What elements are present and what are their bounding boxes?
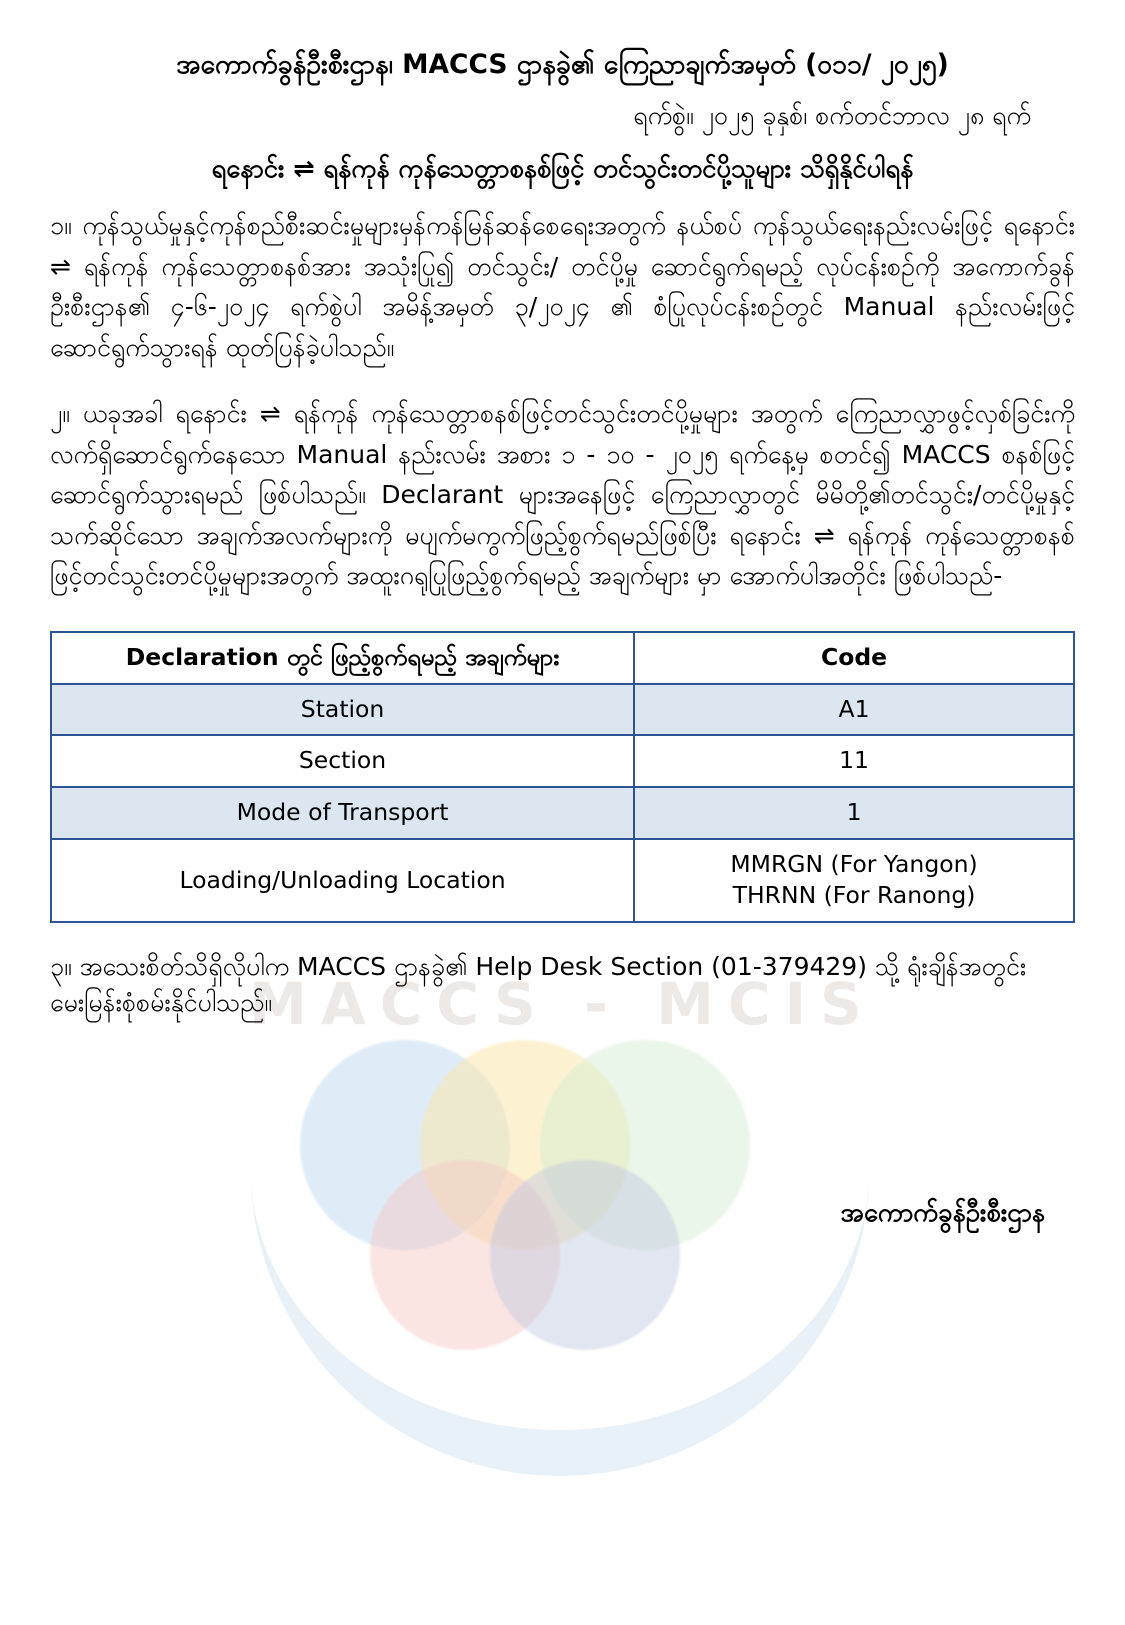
paragraph-2: ၂။ ယခုအခါ ရနောင်း ⇌ ရန်ကုန် ကုန်သေတ္တာစနစ်ဖြင့်တင်သွင်းတင်ပို့မှုများ အတွက် ကြေညာလွှာဖွင့်လှစ်ခြင်းကို လက်ရှိဆောင်ရွက်နေသော Manual နည်းလမ်း အစား ၁ - ၁၀ - ၂၀၂၅ ရက်နေ့မှ စတင်၍ MACCS စနစ်ဖြင့် ဆောင်ရွက်သွားရမည် ဖြစ်ပါသည်။ Declarant များအနေဖြင့် ကြေညာလွှာတွင် မိမိတို့၏တင်သွင်း/တင်ပို့မှုနှင့် သက်ဆိုင်သော အချက်အလက်များကို မပျက်မကွက်ဖြည့်စွက်ရမည်ဖြစ်ပြီး ရနောင်း ⇌ ရန်ကုန် ကုန်သေတ္တာစနစ်ဖြင့်တင်သွင်းတင်ပို့မှုများအတွက် အထူးဂရုပြုဖြည့်စွက်ရမည့် အချက်များ မှာ အောက်ပါအတိုင်း ဖြစ်ပါသည်- [50, 399, 1075, 591]
table-cell-code: MMRGN (For Yangon) THRNN (For Ranong) [634, 839, 1074, 922]
table-row [51, 787, 1074, 839]
table-header-code: Code [634, 632, 1074, 684]
table-header-row [51, 632, 1074, 684]
table-cell-code: 11 [634, 735, 1074, 787]
table-cell-label: Section [51, 735, 634, 787]
paragraph-3: ၃။ အသေးစိတ်သိရှိလိုပါက MACCS ဌာနခွဲ၏ Help Desk Section (01-379429) သို့ ရုံးချိန်အတွင်း မေးမြန်းစုံစမ်းနိုင်ပါသည်။ [50, 952, 1027, 1018]
table-cell-label: Station [51, 684, 634, 736]
table-row [51, 684, 1074, 736]
signature-block: အကောက်ခွန်ဦးစီးဌာန [840, 1197, 1045, 1228]
declaration-code-table [50, 631, 1075, 923]
table-cell-label: Mode of Transport [51, 787, 634, 839]
dateline: ရက်စွဲ။ ၂၀၂၅ ခုနှစ်၊ စက်တင်ဘာလ ၂၈ ရက် [633, 101, 1031, 131]
paragraph-1: ၁။ ကုန်သွယ်မှုနှင့်ကုန်စည်စီးဆင်းမှုများမှန်ကန်မြန်ဆန်စေရေးအတွက် နယ်စပ် ကုန်သွယ်ရေးနည်းလမ်းဖြင့် ရနောင်း ⇌ ရန်ကုန် ကုန်သေတ္တာစနစ်အား အသုံးပြု၍ တင်သွင်း/ တင်ပို့မှု ဆောင်ရွက်ရမည့် လုပ်ငန်းစဉ်ကို အကောက်ခွန်ဦးစီးဌာန၏ ၄-၆-၂၀၂၄ ရက်စွဲပါ အမိန့်အမှတ် ၃/၂၀၂၄ ၏ စံပြုလုပ်ငန်းစဉ်တွင် Manual နည်းလမ်းဖြင့် ဆောင်ရွက်သွားရန် ထုတ်ပြန်ခဲ့ပါသည်။ [50, 211, 1075, 362]
table-cell-code: A1 [634, 684, 1074, 736]
page-title: အကောက်ခွန်ဦးစီးဌာန၊ MACCS ဌာနခွဲ၏ ကြေညာချက်အမှတ် (၀၁၁/ ၂၀၂၅) [176, 49, 949, 80]
table-row [51, 735, 1074, 787]
table-cell-label: Loading/Unloading Location [51, 839, 634, 922]
page-subtitle: ရနောင်း ⇌ ရန်ကုန် ကုန်သေတ္တာစနစ်ဖြင့် တင်သွင်းတင်ပို့သူများ သိရှိနိုင်ပါရန် [211, 154, 914, 185]
table-cell-code: 1 [634, 787, 1074, 839]
watermark-label: MACCS - MCIS [249, 970, 876, 1038]
table-row [51, 839, 1074, 922]
table-header-label: Declaration တွင် ဖြည့်စွက်ရမည့် အချက်များ [51, 632, 634, 684]
